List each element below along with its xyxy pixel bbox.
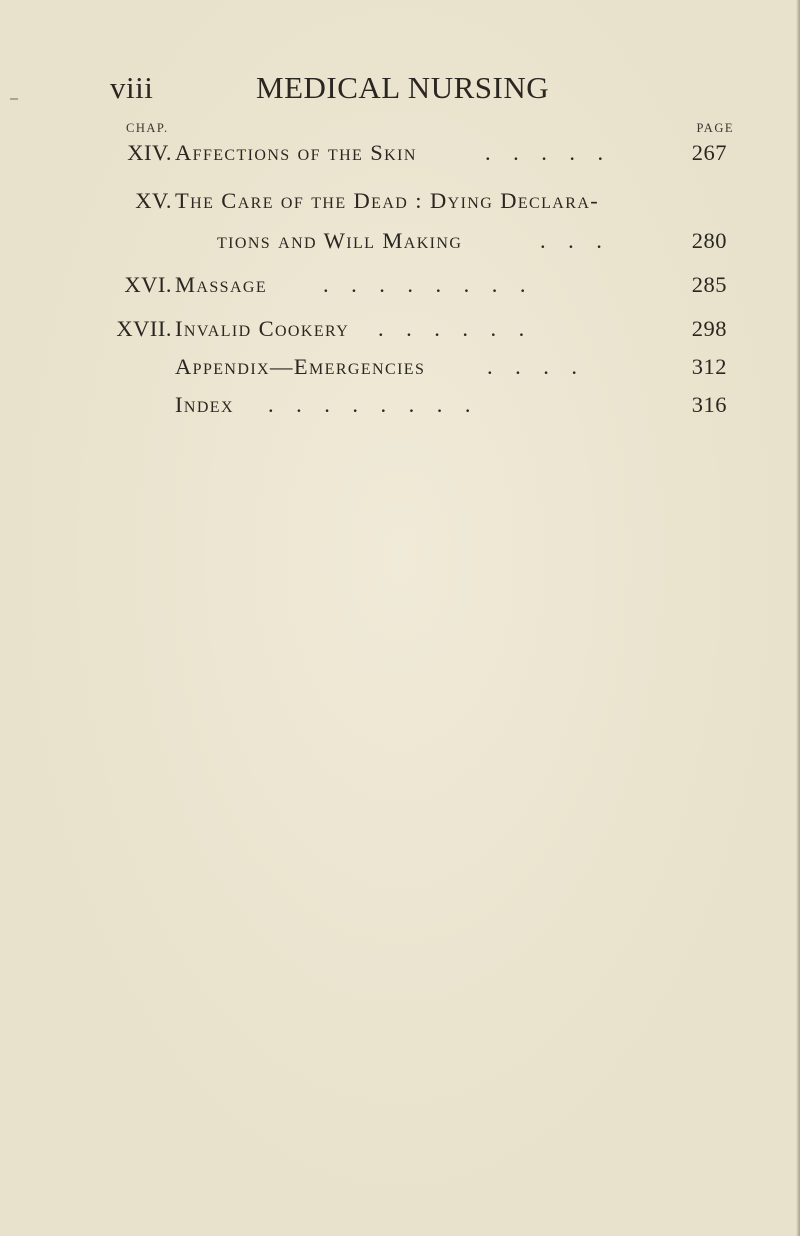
toc-entry bbox=[0, 316, 800, 350]
toc-entry bbox=[0, 140, 800, 174]
chapter-page: 298 bbox=[691, 316, 727, 341]
chapter-title: Massage bbox=[175, 272, 268, 297]
chapter-numeral: XVII. bbox=[116, 316, 172, 341]
dot-leaders: . . . . . . . . bbox=[323, 272, 526, 297]
chapter-numeral: XVI. bbox=[124, 272, 172, 297]
dot-leaders: . . . . . bbox=[485, 140, 604, 165]
toc-entry bbox=[0, 188, 800, 222]
book-title: MEDICAL NURSING bbox=[256, 70, 550, 105]
page-column-heading: PAGE bbox=[696, 121, 734, 135]
page-number: viii bbox=[110, 70, 154, 105]
chapter-page: 280 bbox=[691, 228, 727, 253]
dot-leaders: . . . bbox=[540, 228, 602, 253]
chapter-column-heading: CHAP. bbox=[126, 121, 169, 135]
toc-entry bbox=[0, 354, 800, 388]
toc-entry-continuation bbox=[0, 228, 800, 262]
chapter-numeral: XV. bbox=[135, 188, 172, 213]
chapter-numeral: XIV. bbox=[127, 140, 172, 165]
chapter-page: 267 bbox=[691, 140, 727, 165]
chapter-title: Index bbox=[175, 392, 234, 417]
dot-leaders: . . . . bbox=[487, 354, 577, 379]
chapter-page: 312 bbox=[691, 354, 727, 379]
running-head bbox=[0, 70, 800, 110]
dot-leaders: . . . . . . bbox=[378, 316, 525, 341]
toc-entry bbox=[0, 272, 800, 306]
page-edge-shadow bbox=[796, 0, 800, 1236]
chapter-page: 285 bbox=[691, 272, 727, 297]
chapter-title: Affections of the Skin bbox=[175, 140, 417, 165]
chapter-title: tions and Will Making bbox=[217, 228, 463, 253]
toc-entry bbox=[0, 392, 800, 426]
dot-leaders: . . . . . . . . bbox=[268, 392, 471, 417]
chapter-title: The Care of the Dead : Dying Declara- bbox=[175, 188, 600, 213]
chapter-title: Invalid Cookery bbox=[175, 316, 350, 341]
chapter-page: 316 bbox=[691, 392, 727, 417]
chapter-title: Appendix—Emergencies bbox=[175, 354, 426, 379]
